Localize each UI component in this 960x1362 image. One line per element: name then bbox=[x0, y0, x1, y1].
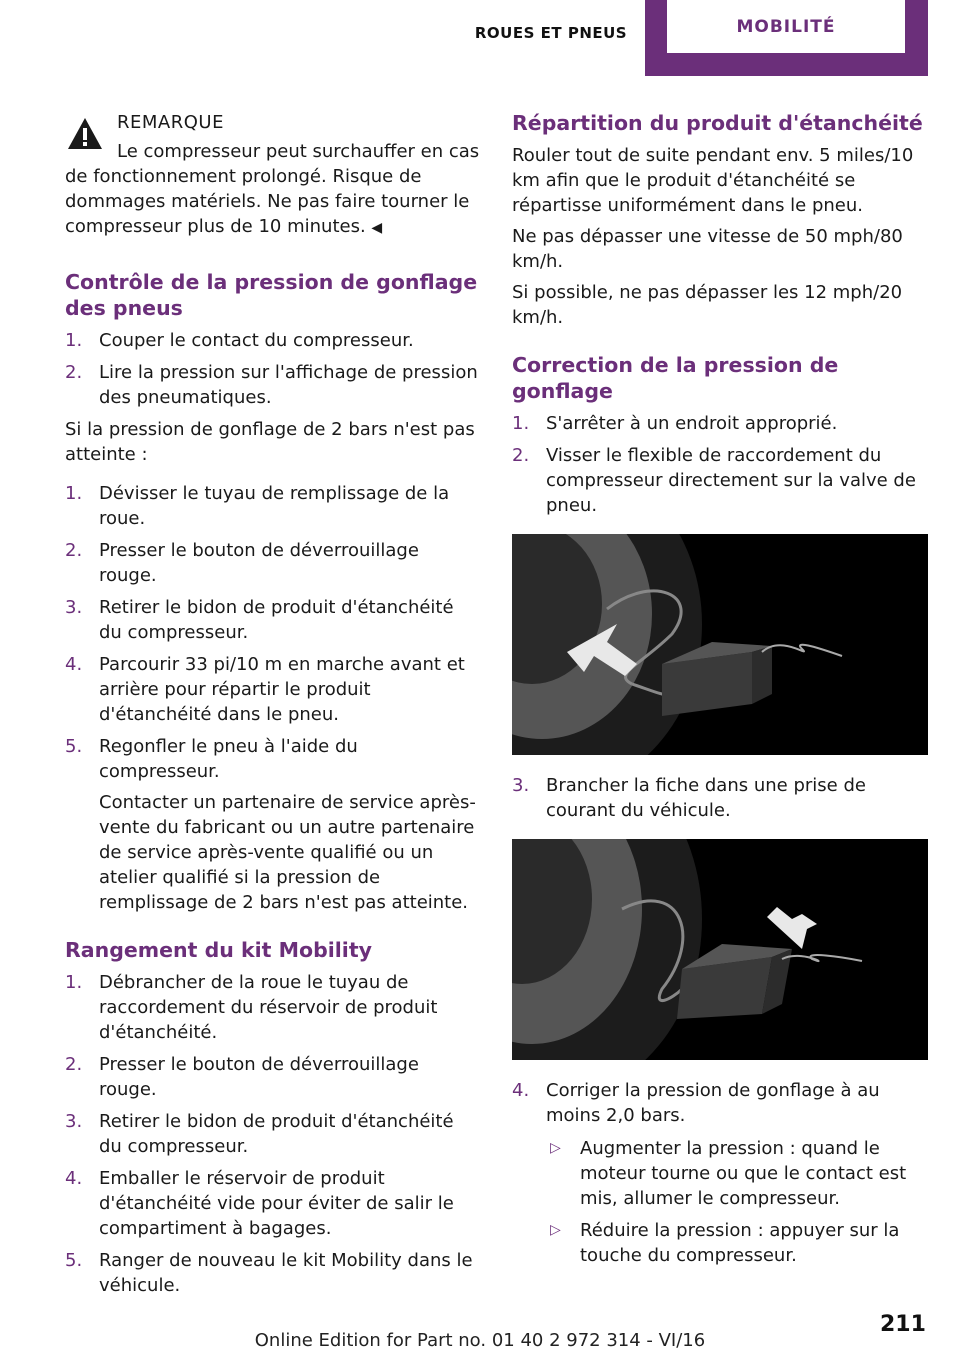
list-item: 3. Retirer le bidon de produit d'étanchéité du compresseur. bbox=[65, 597, 454, 643]
heading-storage: Rangement du kit Mobility bbox=[65, 938, 372, 962]
compressor-valve-photo bbox=[512, 534, 928, 755]
distribution-text-3: Si possible, ne pas dépasser les 12 mph/20 km/h. bbox=[512, 282, 903, 328]
end-mark-icon: ◀ bbox=[371, 220, 383, 236]
list-item: 4. Corriger la pression de gonflage à au moins 2,0 bars. ▷ Augmenter la pression : quand le moteur tourne ou que le contact est mis, allumer le compresseur. ▷ Réduire la pression : appuyer sur la touche du compresseur. bbox=[512, 1078, 928, 1268]
page-number: 211 bbox=[880, 1312, 926, 1337]
compressor-plug-photo bbox=[512, 839, 928, 1060]
list-item: 1. Dévisser le tuyau de remplissage de la roue. bbox=[65, 483, 450, 529]
list-item: ▷ Réduire la pression : appuyer sur la touche du compresseur. bbox=[550, 1220, 900, 1266]
chapter-tab bbox=[667, 0, 905, 53]
refill-steps bbox=[65, 481, 480, 915]
left-column bbox=[65, 110, 480, 1305]
note-text: Le compresseur peut surchauffer en cas de fonctionnement prolongé. Risque de dommages matériels. Ne pas faire tourner le compresseur plus de 10 minutes. bbox=[65, 141, 480, 237]
list-item: 5. Regonfler le pneu à l'aide du compresseur. Contacter un partenaire de service après-vente du fabricant ou un autre partenaire de service après-vente qualifié ou un atelier qualifié si la pression de remplissage de 2 bars n'est pas atteinte. bbox=[65, 734, 480, 915]
footer-edition: Online Edition for Part no. 01 40 2 972 314 - VI/16 bbox=[254, 1330, 706, 1351]
pressure-steps bbox=[65, 328, 480, 410]
list-item: 2. Lire la pression sur l'affichage de pression des pneumatiques. bbox=[65, 362, 478, 408]
note-title: REMARQUE bbox=[117, 112, 224, 133]
section-title: ROUES ET PNEUS bbox=[474, 24, 628, 42]
list-item: 1. Débrancher de la roue le tuyau de raccordement du réservoir de produit d'étanchéité. bbox=[65, 972, 438, 1043]
list-item: 1. S'arrêter à un endroit approprié. bbox=[512, 413, 838, 434]
right-column bbox=[512, 110, 928, 1275]
not-reached-text: Si la pression de gonflage de 2 bars n'est pas atteinte : bbox=[65, 419, 475, 465]
list-item: 5. Ranger de nouveau le kit Mobility dans le véhicule. bbox=[65, 1250, 473, 1296]
list-item: ▷ Augmenter la pression : quand le moteur tourne ou que le contact est mis, allumer le compresseur. bbox=[550, 1138, 907, 1209]
list-item: 2. Presser le bouton de déverrouillage rouge. bbox=[65, 540, 419, 586]
triangle-bullet-icon: ▷ bbox=[550, 1140, 561, 1156]
list-item: 3. Retirer le bidon de produit d'étanchéité du compresseur. bbox=[65, 1111, 454, 1157]
heading-pressure-check: Contrôle de la pression de gonflage des pneus bbox=[65, 270, 478, 320]
list-item: 3. Brancher la fiche dans une prise de courant du véhicule. bbox=[512, 775, 866, 821]
correction-steps-a bbox=[512, 411, 928, 518]
warning-triangle-icon bbox=[65, 114, 105, 154]
storage-steps bbox=[65, 970, 480, 1298]
list-item: 2. Visser le flexible de raccordement du compresseur directement sur la valve de pneu. bbox=[512, 445, 916, 516]
distribution-text-2: Ne pas dépasser une vitesse de 50 mph/80 km/h. bbox=[512, 226, 903, 272]
list-item-extra: Contacter un partenaire de service après-vente du fabricant ou un autre partenaire de service après-vente qualifié ou un atelier qualifié si la pression de remplissage de 2 bars n'est pas atteinte. bbox=[99, 792, 476, 913]
triangle-bullet-icon: ▷ bbox=[550, 1222, 561, 1238]
heading-correction: Correction de la pression de gonflage bbox=[512, 353, 839, 403]
pressure-bullets bbox=[546, 1136, 928, 1268]
correction-steps-b bbox=[512, 773, 928, 823]
chapter-title: MOBILITÉ bbox=[736, 16, 836, 37]
list-item: 4. Emballer le réservoir de produit d'étanchéité vide pour éviter de salir le compartiment à bagages. bbox=[65, 1168, 454, 1239]
list-item: 1. Couper le contact du compresseur. bbox=[65, 330, 414, 351]
distribution-text-1: Rouler tout de suite pendant env. 5 miles/10 km afin que le produit d'étanchéité se répartisse uniformément dans le pneu. bbox=[512, 145, 914, 216]
list-item: 2. Presser le bouton de déverrouillage rouge. bbox=[65, 1054, 419, 1100]
list-item: 4. Parcourir 33 pi/10 m en marche avant et arrière pour répartir le produit d'étanchéité dans le pneu. bbox=[65, 654, 465, 725]
correction-steps-c bbox=[512, 1078, 928, 1268]
warning-note bbox=[65, 110, 480, 247]
heading-distribution: Répartition du produit d'étanchéité bbox=[512, 111, 923, 135]
